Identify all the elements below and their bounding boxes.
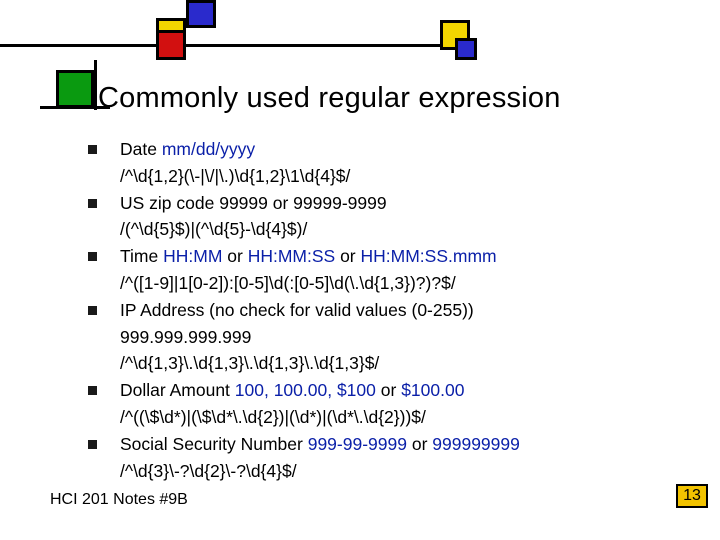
item-example-2: 999999999 [432,433,520,454]
list-item [88,136,698,190]
item-regex: /^\d{1,3}\.\d{1,3}\.\d{1,3}\.\d{1,3}$/ [120,353,380,374]
list-item: Dollar Amount 100, 100.00, $100 or $100.00 /^((\$\d*)|(\$\d*\.\d{2})|(\d*)|(\d*\.\d{2}))$/ [88,377,698,431]
list-item [88,297,698,377]
item-example: mm/dd/yyyy [161,139,256,159]
item-example: 100, 100.00, $100 [234,380,376,401]
item-example-3: HH:MM:SS.mmm [360,246,497,267]
item-example-2: HH:MM:SS [247,246,336,267]
item-example: HH:MM [163,246,223,267]
item-label: Social Security Number [120,433,308,454]
top-rule [0,44,470,47]
footer-text: HCI 201 Notes #9B [50,491,188,508]
item-example: 999-99-9999 [307,433,407,454]
item-regex: /(^\d{5}$)|(^\d{5}-\d{4}$)/ [120,219,308,240]
bullet-square-icon [88,252,97,261]
bullet-square-icon [88,386,97,395]
item-regex: /^\d{1,2}(\-|\/|\.)\d{1,2}\1\d{4}$/ [120,165,351,186]
item-label: Dollar Amount [120,380,235,401]
bullet-square-icon [88,199,97,208]
vertical-rule [94,60,97,110]
item-label: US zip code 99999 or 99999-9999 [120,192,387,213]
list-item: Time HH:MM or HH:MM:SS or HH:MM:SS.mmm /^([1-9]|1[0-2]):[0-5]\d(:[0-5]\d(\.\d{1,3})?)?$/ [88,243,698,297]
bullet-square-icon [88,145,97,154]
item-example-2: $100.00 [401,380,465,401]
bullet-square-icon [88,440,97,449]
list-item [88,190,698,244]
item-regex: /^\d{3}\-?\d{2}\-?\d{4}$/ [120,460,297,481]
list-item: Social Security Number 999-99-9999 or 999999999 /^\d{3}\-?\d{2}\-?\d{4}$/ [88,431,698,485]
page-number: 13 [676,484,708,508]
item-regex: /^([1-9]|1[0-2]):[0-5]\d(:[0-5]\d(\.\d{1,3})?)?$/ [120,272,456,293]
red-square [156,30,186,60]
bullet-square-icon [88,306,97,315]
navy-square-right [455,38,477,60]
green-square [56,70,94,108]
slide-title: Commonly used regular expression [98,82,561,114]
item-sample: 999.999.999.999 [120,326,252,347]
blue-square [186,0,216,28]
item-regex: /^((\$\d*)|(\$\d*\.\d{2})|(\d*)|(\d*\.\d{2}))$/ [120,406,426,427]
item-label: Date [120,139,162,159]
item-label: IP Address (no check for valid values (0-255)) [120,299,474,320]
bullet-list [88,136,698,484]
item-label: Time [120,246,164,267]
